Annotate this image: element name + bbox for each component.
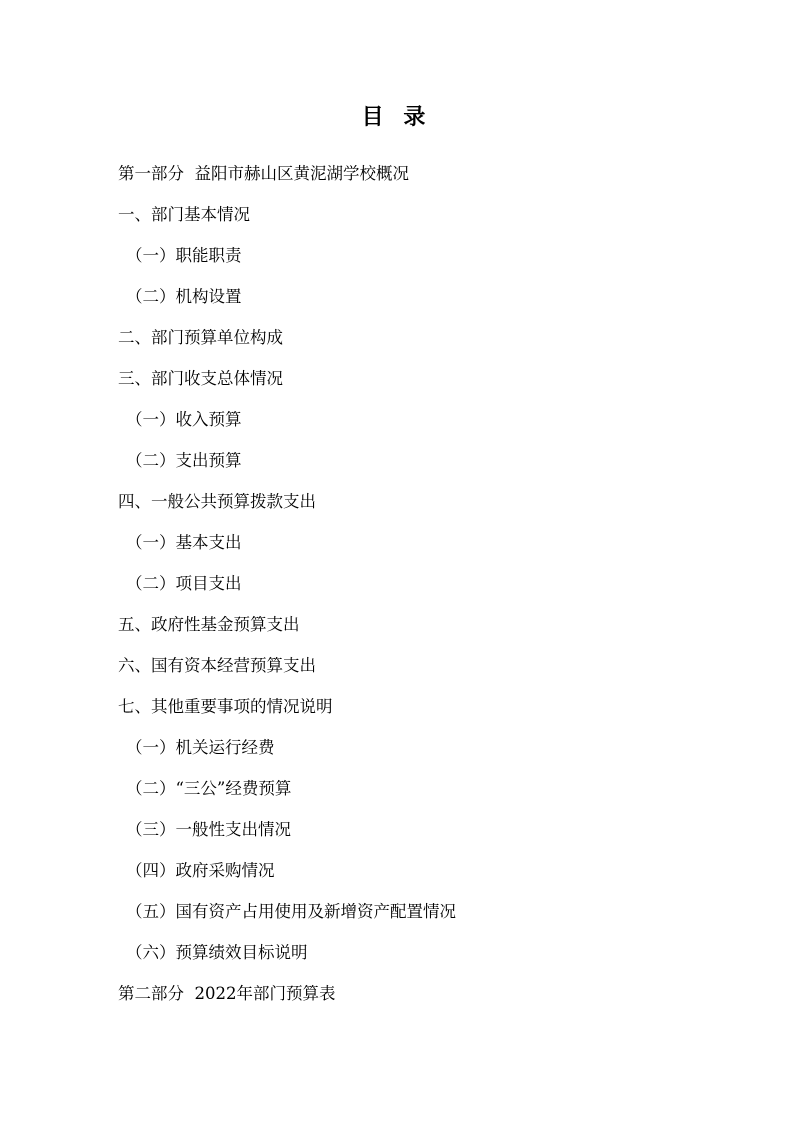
toc-entry[interactable]: （二）支出预算 [126,451,242,470]
toc-entry[interactable]: 一、部门基本情况 [118,205,250,224]
toc-entry[interactable]: 六、国有资本经营预算支出 [118,656,316,675]
table-of-contents [0,153,793,1014]
toc-entry[interactable]: （一）基本支出 [126,533,242,552]
toc-entry[interactable]: （一）职能职责 [126,246,242,265]
toc-entry[interactable]: 第二部分 2022年部门预算表 [118,984,336,1003]
toc-entry[interactable]: 七、其他重要事项的情况说明 [118,697,333,716]
toc-entry[interactable]: 三、部门收支总体情况 [118,369,283,388]
toc-entry[interactable]: （一）收入预算 [126,410,242,429]
toc-entry[interactable]: （二）机构设置 [126,287,242,306]
page-title: 目 录 [361,104,432,130]
toc-entry[interactable]: （二）“三公”经费预算 [126,779,292,798]
toc-entry[interactable]: 四、一般公共预算拨款支出 [118,492,316,511]
toc-entry[interactable]: （六）预算绩效目标说明 [126,943,308,962]
toc-entry[interactable]: 五、政府性基金预算支出 [118,615,300,634]
toc-entry[interactable]: 第一部分 益阳市赫山区黄泥湖学校概况 [118,164,409,183]
toc-entry[interactable]: （一）机关运行经费 [126,738,275,757]
toc-entry[interactable]: （二）项目支出 [126,574,242,593]
toc-entry[interactable]: 二、部门预算单位构成 [118,328,283,347]
toc-entry[interactable]: （五）国有资产占用使用及新增资产配置情况 [126,902,456,921]
toc-entry[interactable]: （三）一般性支出情况 [126,820,291,839]
toc-entry[interactable]: （四）政府采购情况 [126,861,275,880]
